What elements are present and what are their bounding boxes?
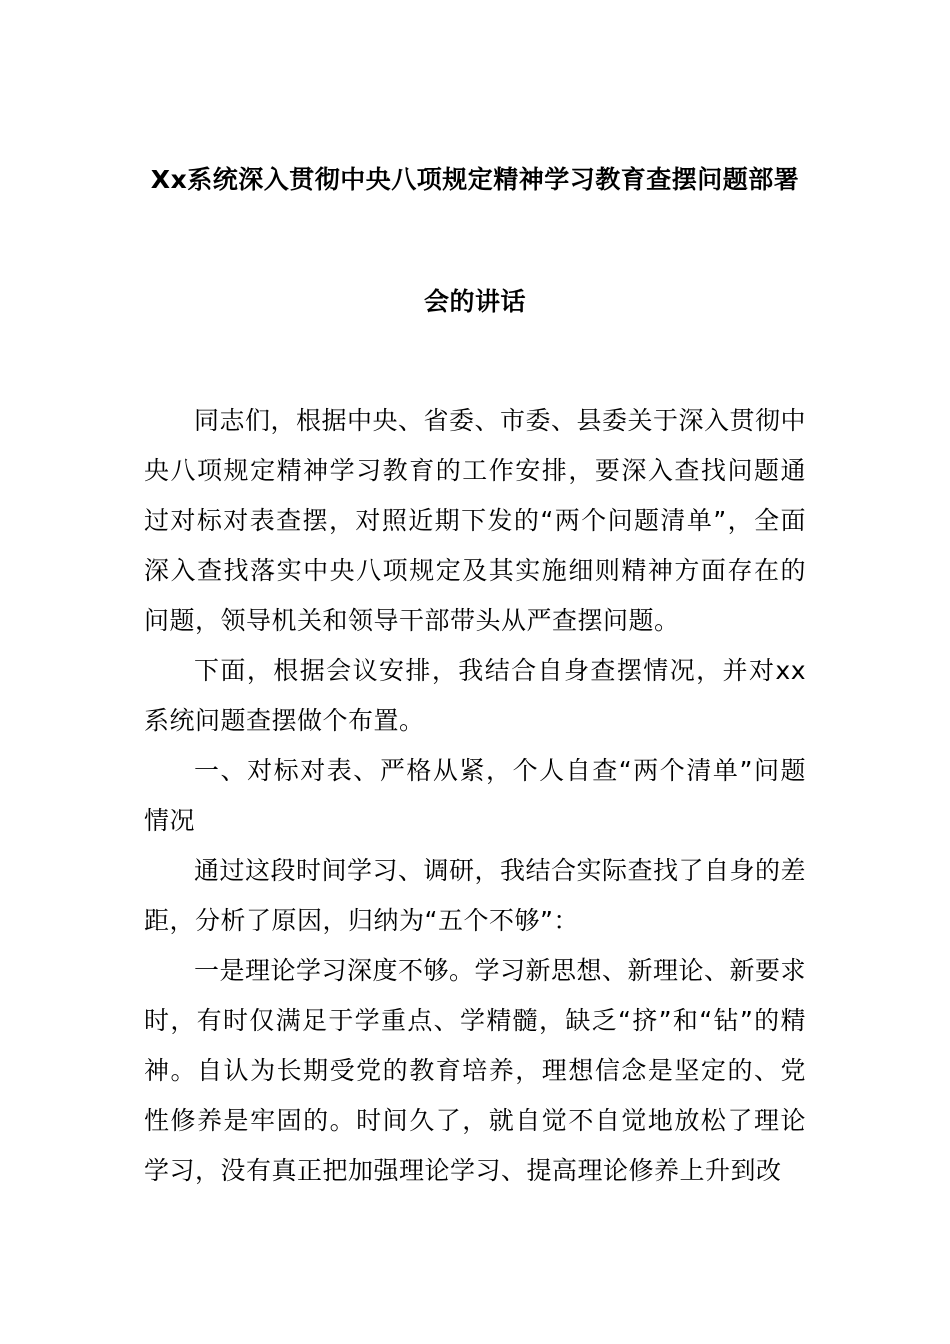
paragraph-arrangement: 下面，根据会议安排，我结合自身查摆情况，并对xx系统问题查摆做个布置。 <box>144 656 806 735</box>
paragraph-point-1: 一是理论学习深度不够。学习新思想、新理论、新要求时，有时仅满足于学重点、学精髓，缺乏“挤”和“钻”的精神。自认为长期受党的教育培养，理想信念是坚定的、党性修养是牢固的。时间久了，就自觉不自觉地放松了理论学习，没有真正把加强理论学习、提高理论修养上升到改 <box>144 956 807 1185</box>
document-title-line-1: Xx系统深入贯彻中央八项规定精神学习教育查摆问题部署 <box>150 165 800 194</box>
paragraph-summary: 通过这段时间学习、调研，我结合实际查找了自身的差距，分析了原因，归纳为“五个不够”： <box>144 856 807 935</box>
section-heading-1: 一、对标对表、严格从紧，个人自查“两个清单”问题情况 <box>144 756 806 835</box>
document-body <box>144 396 806 1196</box>
document-title-line-2: 会的讲话 <box>423 287 526 316</box>
paragraph-opening: 同志们，根据中央、省委、市委、县委关于深入贯彻中央八项规定精神学习教育的工作安排，要深入查找问题通过对标对表查摆，对照近期下发的“两个问题清单”，全面深入查找落实中央八项规定及其实施细则精神方面存在的问题，领导机关和领导干部带头从严查摆问题。 <box>144 406 807 635</box>
